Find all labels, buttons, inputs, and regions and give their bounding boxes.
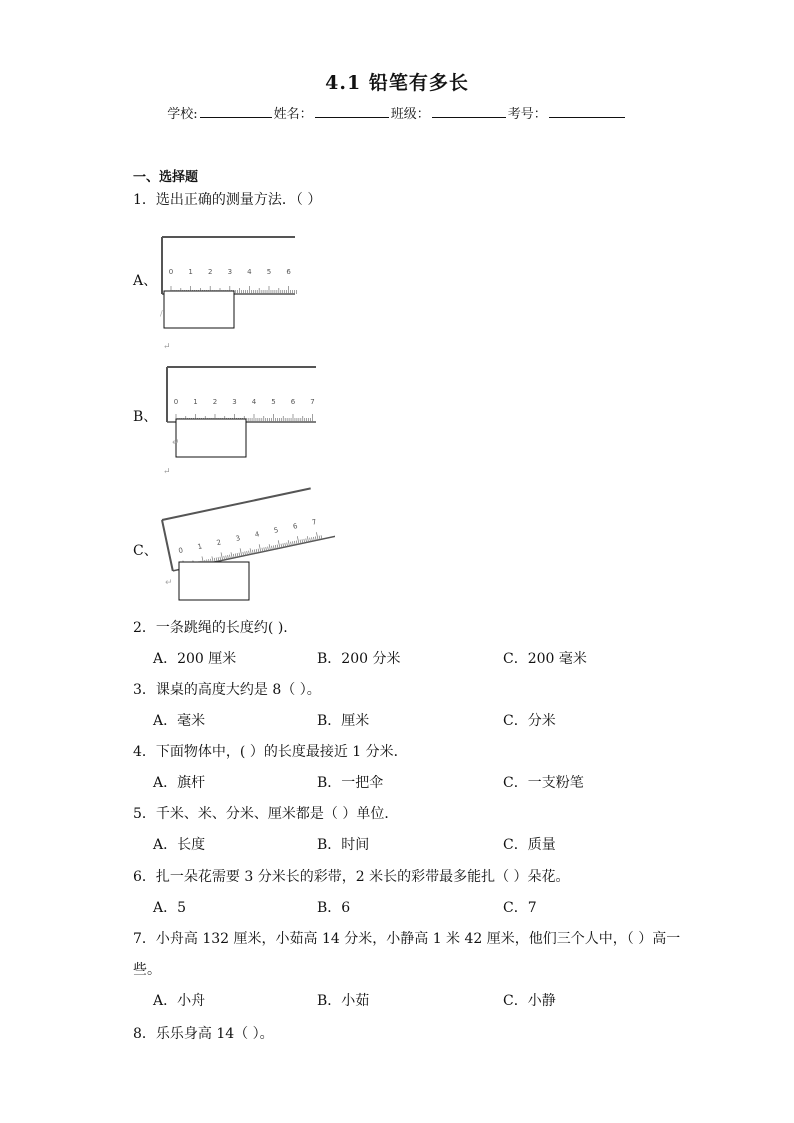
ruler-tick [307, 536, 308, 542]
ruler-tick-label: 0 [177, 546, 184, 556]
question-2: 2．一条跳绳的长度约( ). [133, 620, 288, 636]
ruler-tick-label: 5 [266, 268, 272, 276]
question-1: 1．选出正确的测量方法．（ ） [133, 192, 322, 208]
class-blank[interactable] [432, 105, 506, 118]
cursor-mark-a: / [160, 309, 163, 318]
option-4c[interactable]: C．一支粉笔 [503, 775, 584, 791]
cursor-mark-b: ↵ [172, 438, 180, 448]
ruler-figure-b [160, 360, 325, 465]
ruler-tick-label: 2 [207, 268, 213, 276]
option-4a[interactable]: A．旗杆 [153, 775, 206, 791]
name-label: 姓名： [273, 107, 313, 122]
ruler-tick [269, 544, 270, 550]
ruler-tick-label: 5 [273, 526, 280, 535]
option-3c[interactable]: C．分米 [503, 713, 556, 729]
ruler-tick-label: 6 [290, 398, 296, 406]
class-label: 班级： [390, 107, 430, 122]
ruler-tick [221, 552, 223, 560]
option-7a[interactable]: A．小舟 [153, 993, 206, 1009]
ruler-tick-label: 4 [251, 398, 257, 406]
option-1a-label: A、 [133, 273, 158, 289]
ruler-tick-label: 4 [247, 268, 252, 276]
object-block-c [179, 562, 249, 600]
option-1c-label: C、 [133, 543, 158, 559]
exam-no-label: 考号： [507, 107, 547, 122]
ruler-tick [240, 548, 242, 556]
return-mark-2: ↵ [163, 467, 171, 477]
ruler-tick [278, 540, 280, 548]
ruler-tick-label: 2 [215, 538, 222, 548]
ruler-tick-label: 1 [196, 542, 203, 552]
return-mark-1: ↵ [163, 342, 171, 352]
ruler-tick-label: 2 [212, 398, 218, 406]
ruler-b [167, 367, 316, 422]
option-6a[interactable]: A．5 [153, 900, 187, 916]
ruler-tick [212, 556, 213, 562]
ruler-tick-label: 6 [292, 522, 299, 531]
option-6c[interactable]: C．7 [503, 900, 537, 916]
ruler-tick-label: 1 [188, 268, 193, 276]
option-2a[interactable]: A．200 厘米 [153, 651, 237, 667]
school-blank[interactable] [200, 105, 272, 118]
ruler-a [162, 237, 296, 294]
ruler-tick-label: 3 [235, 534, 242, 543]
name-blank[interactable] [315, 105, 389, 118]
ruler-tick-label: 3 [227, 268, 233, 276]
ruler-tick-label: 6 [286, 268, 291, 276]
option-3a[interactable]: A．毫米 [153, 713, 206, 729]
ruler-figure-c [155, 485, 335, 607]
school-label: 学校: [167, 107, 198, 122]
exam-no-blank[interactable] [549, 105, 625, 118]
ruler-figure-a [155, 232, 305, 342]
ruler-tick-label: 5 [271, 398, 276, 406]
ruler-tick-label: 7 [311, 518, 318, 527]
ruler-tick [316, 532, 318, 540]
ruler-tick [288, 540, 289, 546]
question-8: 8．乐乐身高 14（ ）。 [133, 1026, 274, 1042]
question-7-line-2: 些。 [133, 962, 161, 978]
option-5a[interactable]: A．长度 [153, 837, 206, 853]
ruler-tick [259, 544, 261, 552]
ruler-tick-label: 1 [193, 398, 198, 406]
ruler-c [162, 485, 335, 571]
option-7c[interactable]: C．小静 [503, 993, 556, 1009]
cursor-mark-c: ↵ [165, 578, 173, 588]
question-6: 6．扎一朵花需要 3 分米长的彩带，2 米长的彩带最多能扎（ ）朵花。 [133, 869, 570, 885]
question-7-line-1: 7．小舟高 132 厘米，小茹高 14 分米，小静高 1 米 42 厘米，他们三个人中，（ ）高一 [133, 931, 681, 947]
ruler-tick-label: 0 [173, 398, 179, 406]
option-4b[interactable]: B．一把伞 [317, 775, 384, 791]
option-3b[interactable]: B．厘米 [317, 713, 370, 729]
option-5c[interactable]: C．质量 [503, 837, 556, 853]
option-2b[interactable]: B．200 分米 [317, 651, 401, 667]
ruler-tick [250, 548, 251, 554]
question-4: 4．下面物体中，( ）的长度最接近 1 分米． [133, 744, 408, 760]
ruler-tick-label: 4 [254, 530, 261, 539]
question-3: 3．课桌的高度大约是 8（ ）。 [133, 682, 321, 698]
object-block-b [176, 419, 246, 457]
ruler-tick-label: 7 [310, 398, 315, 406]
option-5b[interactable]: B．时间 [317, 837, 370, 853]
option-7b[interactable]: B．小茹 [317, 993, 370, 1009]
ruler-tick-label: 0 [168, 268, 174, 276]
object-block-a [164, 291, 234, 328]
option-1b-label: B、 [133, 409, 158, 425]
ruler-tick-label: 3 [232, 398, 237, 406]
option-6b[interactable]: B．6 [317, 900, 351, 916]
student-info-row [0, 103, 794, 122]
question-5: 5．千米、米、分米、厘米都是（ ）单位． [133, 806, 399, 822]
ruler-tick [231, 552, 232, 558]
section-title: 一、选择题 [133, 170, 199, 185]
ruler-tick [297, 536, 299, 544]
option-2c[interactable]: C．200 毫米 [503, 651, 587, 667]
page-title: 4.1 铅笔有多长 [325, 72, 469, 94]
